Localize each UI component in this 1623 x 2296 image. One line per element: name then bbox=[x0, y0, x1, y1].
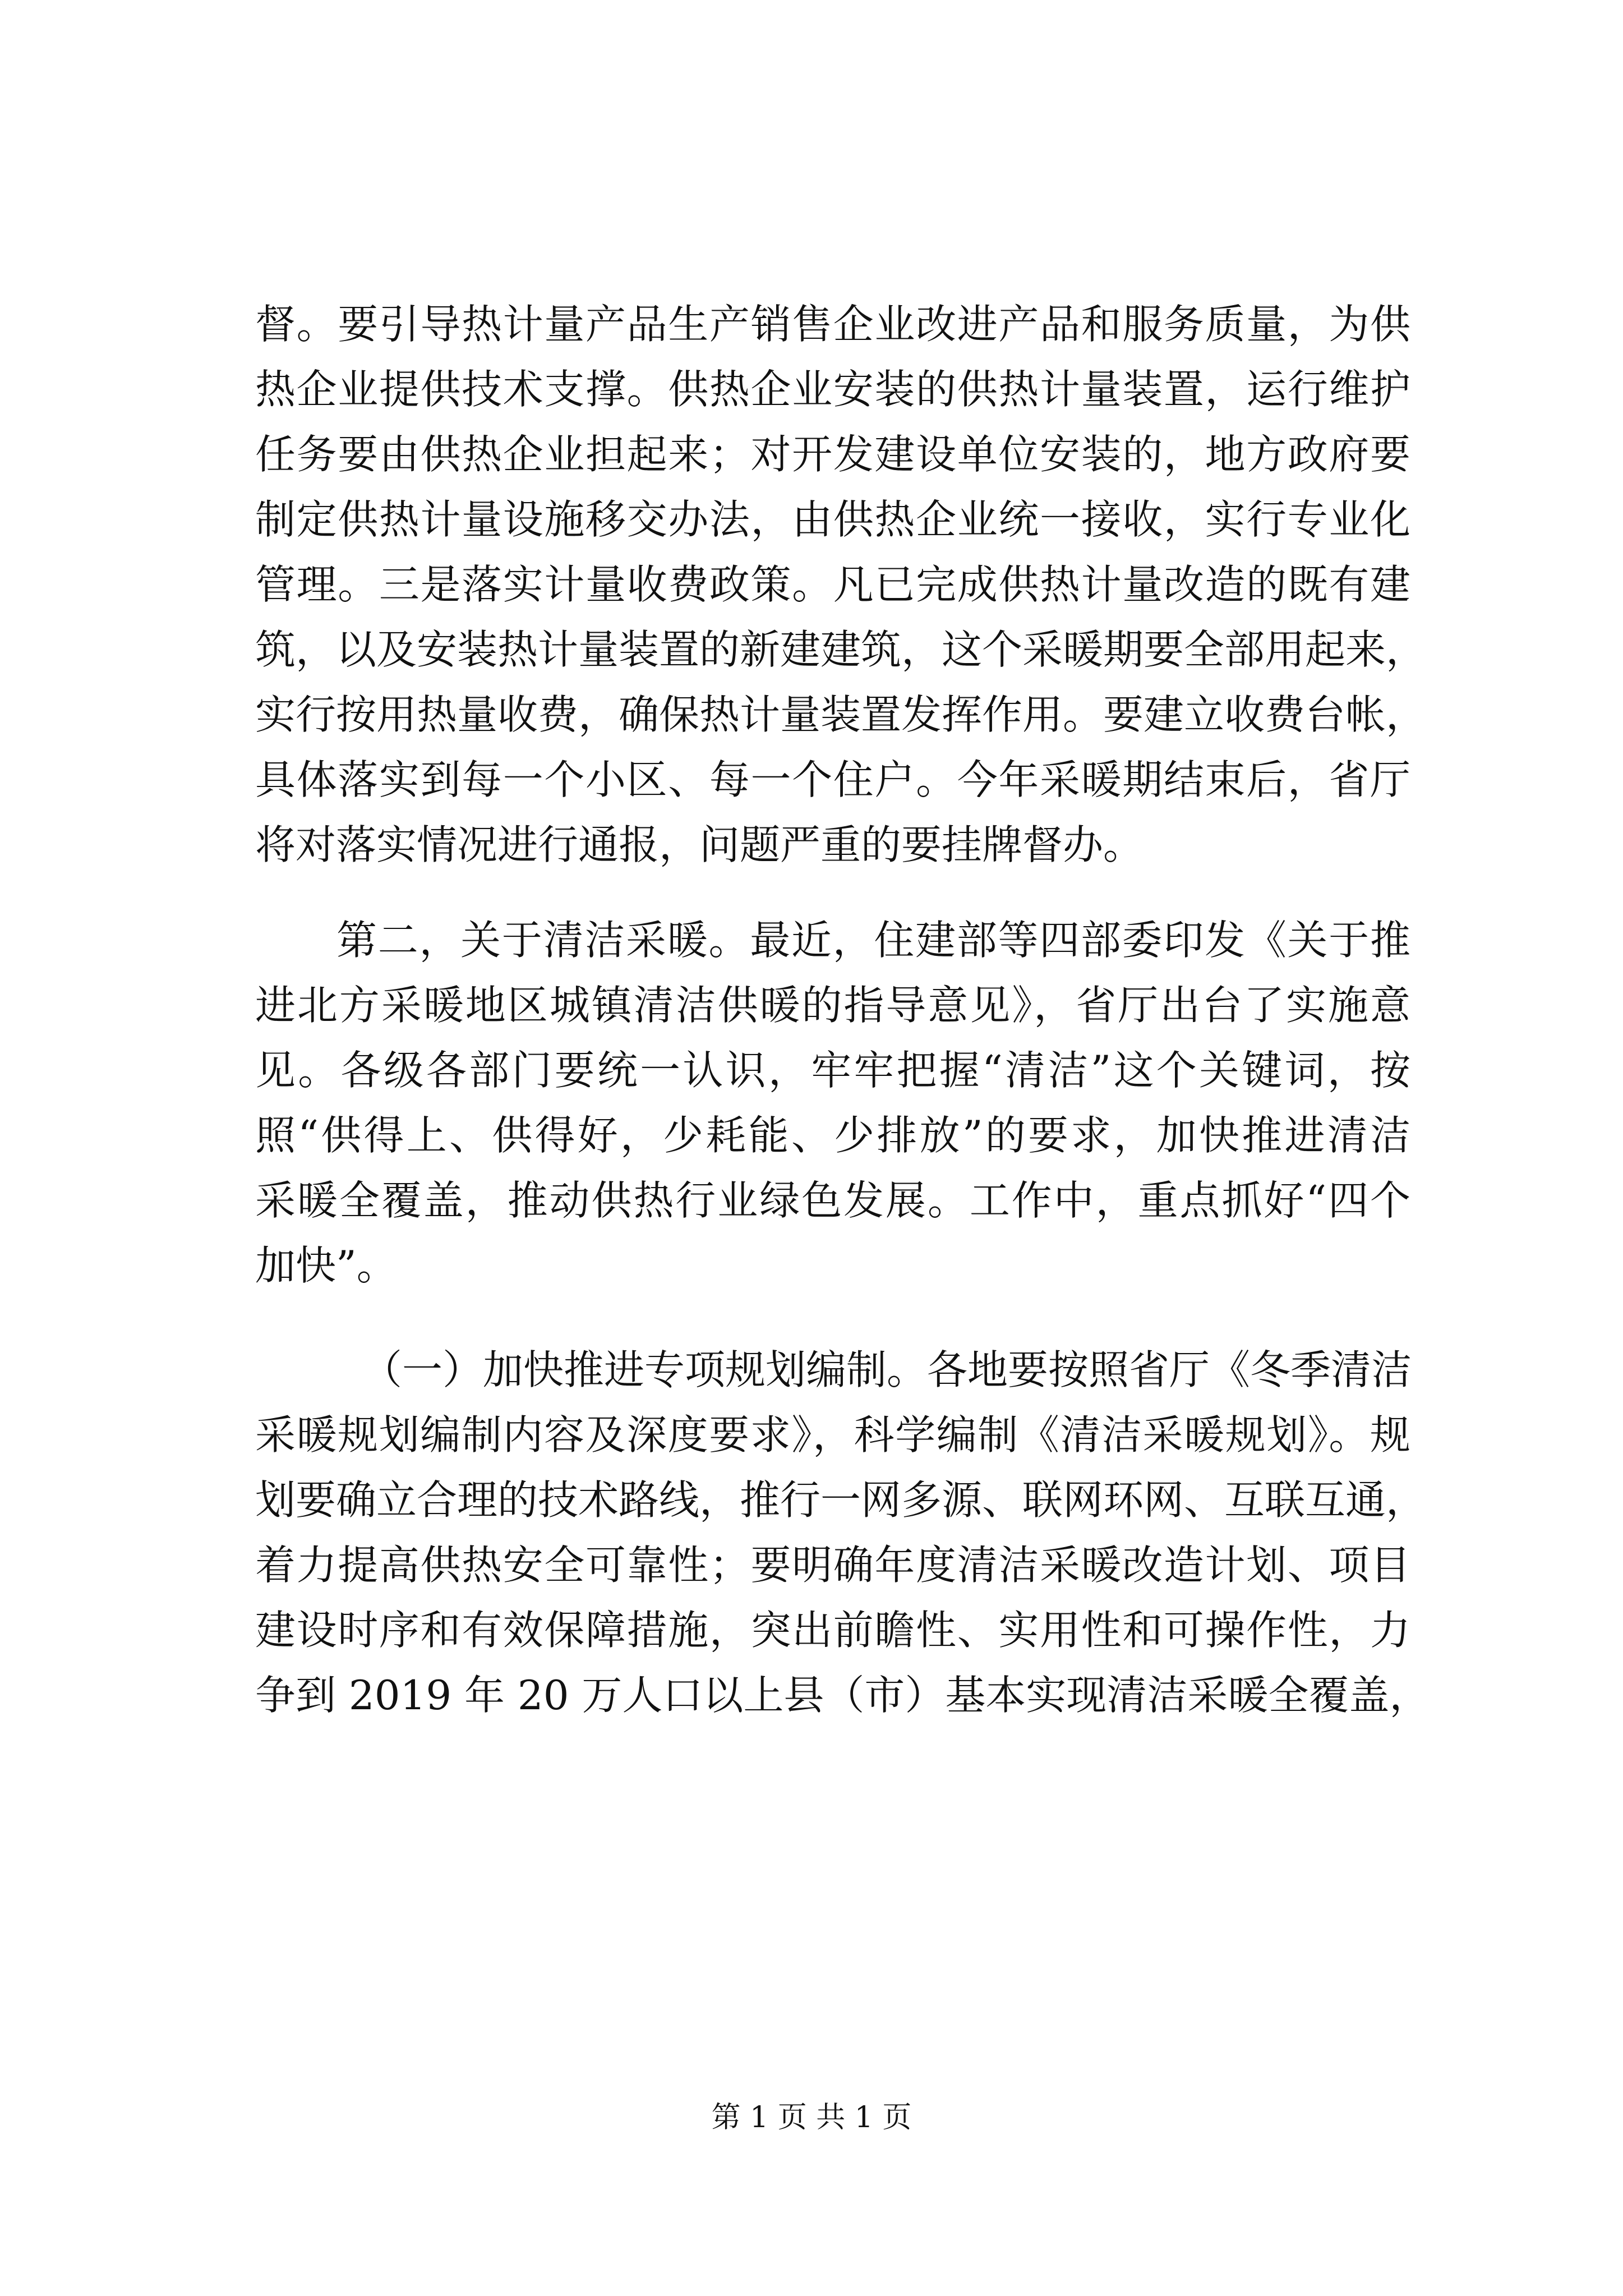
paragraph-line: 建设时序和有效保障措施，突出前瞻性、实用性和可操作性，力 bbox=[255, 1607, 1410, 1654]
paragraph-line: 划要确立合理的技术路线，推行一网多源、联网环网、互联互通， bbox=[255, 1476, 1427, 1524]
paragraph-3 bbox=[255, 1337, 1430, 1728]
paragraph-line: 进北方采暖地区城镇清洁供暖的指导意见》，省厅出台了实施意 bbox=[255, 982, 1410, 1029]
paragraph-line: 见。各级各部门要统一认识，牢牢把握“清洁”这个关键词，按 bbox=[255, 1047, 1410, 1094]
paragraph-line: 筑，以及安装热计量装置的新建建筑，这个采暖期要全部用起来， bbox=[255, 626, 1427, 673]
page-number-footer: 第 1 页 共 1 页 bbox=[711, 2101, 912, 2134]
paragraph-line: 督。要引导热计量产品生产销售企业改进产品和服务质量，为供 bbox=[255, 301, 1410, 348]
paragraph-line: 将对落实情况进行通报，问题严重的要挂牌督办。 bbox=[255, 821, 1144, 868]
paragraph-line: 照“供得上、供得好，少耗能、少排放”的要求，加快推进清洁 bbox=[255, 1112, 1410, 1159]
paragraph-line: 热企业提供技术支撑。供热企业安装的供热计量装置，运行维护 bbox=[255, 366, 1410, 413]
paragraph-line: 第二，关于清洁采暖。最近，住建部等四部委印发《关于推 bbox=[336, 917, 1410, 964]
paragraph-line: 任务要由供热企业担起来；对开发建设单位安装的，地方政府要 bbox=[255, 431, 1410, 478]
paragraph-1 bbox=[255, 292, 1427, 877]
paragraph-line: 管理。三是落实计量收费政策。凡已完成供热计量改造的既有建 bbox=[255, 561, 1410, 608]
paragraph-line: 加快”。 bbox=[255, 1242, 397, 1289]
paragraph-2 bbox=[255, 908, 1410, 1298]
paragraph-line: 制定供热计量设施移交办法，由供热企业统一接收，实行专业化 bbox=[255, 496, 1410, 543]
paragraph-line: 具体落实到每一个小区、每一个住户。今年采暖期结束后，省厅 bbox=[255, 756, 1410, 803]
paragraph-line: （一）加快推进专项规划编制。各地要按照省厅《冬季清洁 bbox=[362, 1346, 1412, 1393]
paragraph-line: 争到 2019 年 20 万人口以上县（市）基本实现清洁采暖全覆盖， bbox=[255, 1672, 1430, 1719]
paragraph-line: 实行按用热量收费，确保热计量装置发挥作用。要建立收费台帐， bbox=[255, 691, 1427, 738]
paragraph-line: 采暖全覆盖，推动供热行业绿色发展。工作中，重点抓好“四个 bbox=[255, 1177, 1410, 1224]
paragraph-line: 采暖规划编制内容及深度要求》，科学编制《清洁采暖规划》。规 bbox=[255, 1411, 1410, 1458]
document-body bbox=[255, 292, 1430, 1728]
paragraph-line: 着力提高供热安全可靠性；要明确年度清洁采暖改造计划、项目 bbox=[255, 1542, 1410, 1589]
